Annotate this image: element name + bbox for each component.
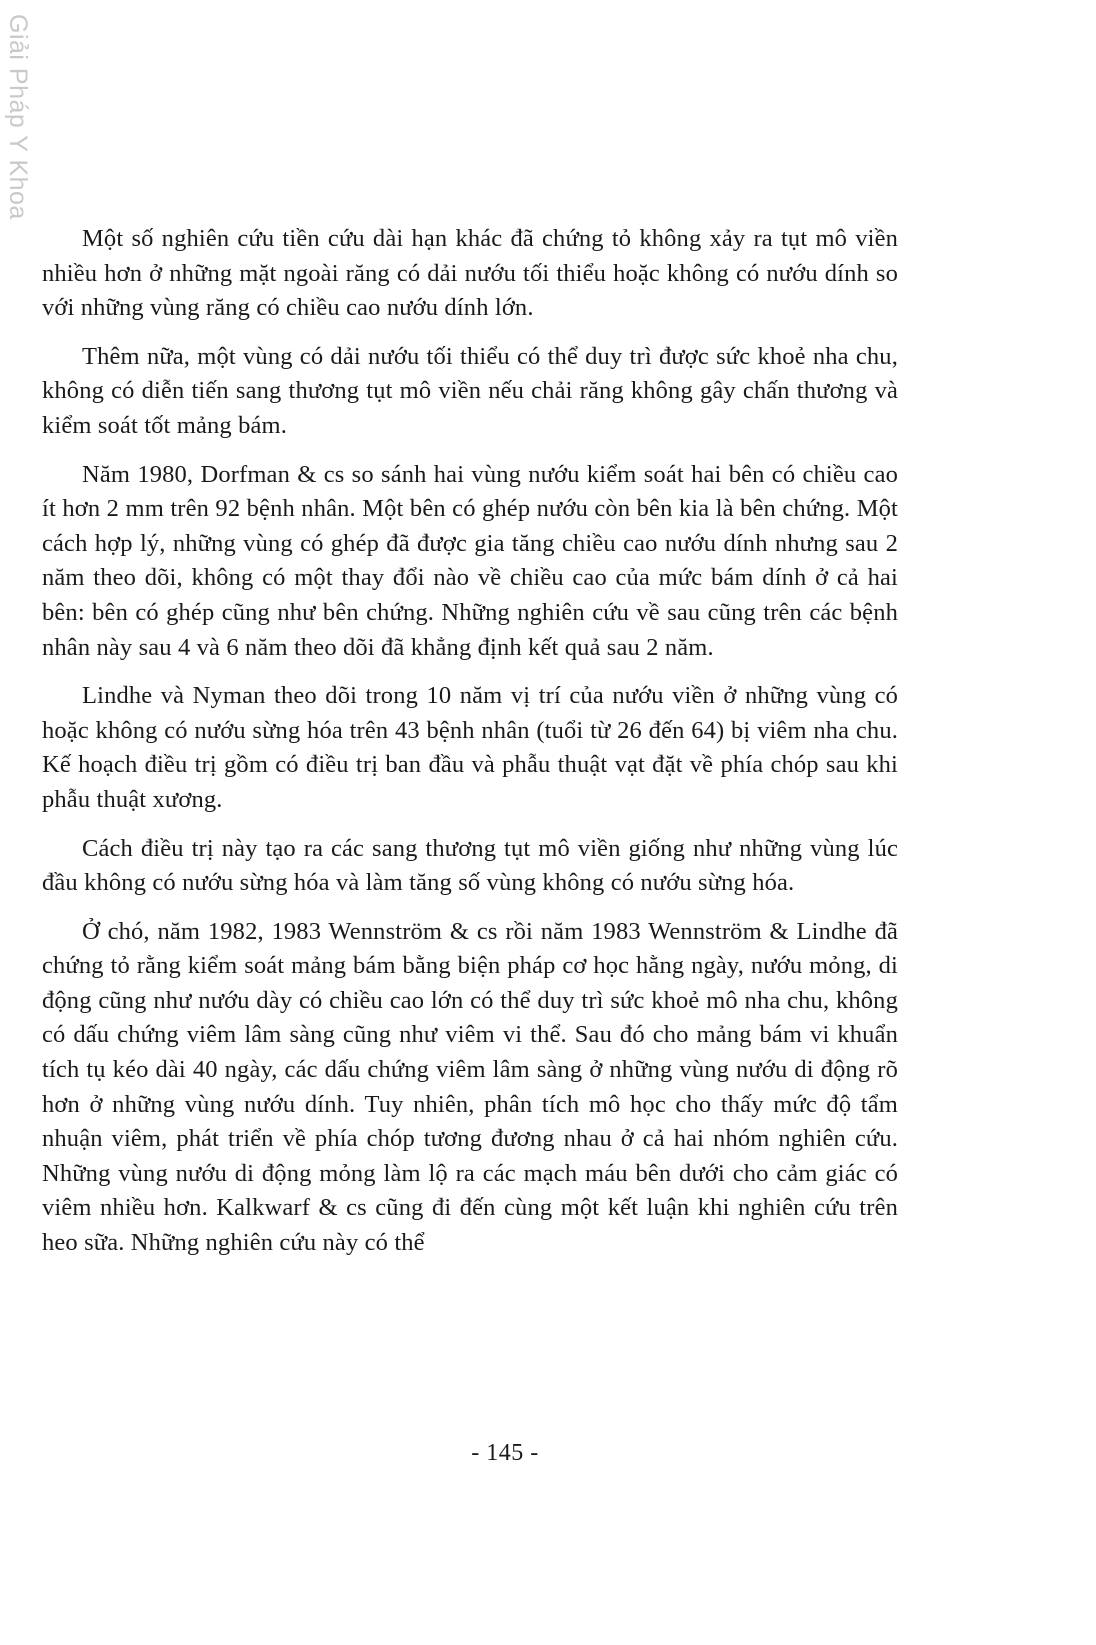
paragraph-6: Ở chó, năm 1982, 1983 Wennström & cs rồi năm 1983 Wennström & Lindhe đã chứng tỏ rằng kiểm soát mảng bám bằng biện pháp cơ học hằng ngày, nướu mỏng, di động cũng như nướu dày có chiều cao lớn có thể duy trì sức khoẻ mô nha chu, không có dấu chứng viêm lâm sàng cũng như viêm vi thể. Sau đó cho mảng bám vi khuẩn tích tụ kéo dài 40 ngày, các dấu chứng viêm lâm sàng ở những vùng nướu di động rõ hơn ở những vùng nướu dính. Tuy nhiên, phân tích mô học cho thấy mức độ tẩm nhuận viêm, phát triển về phía chóp tương đương nhau ở cả hai nhóm nghiên cứu. Những vùng nướu di động mỏng làm lộ ra các mạch máu bên dưới cho cảm giác có viêm nhiều hơn. Kalkwarf & cs cũng đi đến cùng một kết luận khi nghiên cứu trên heo sữa. Những nghiên cứu này có thể [42, 917, 898, 1257]
page-number: - 145 - [471, 1440, 539, 1466]
paragraph-4: Lindhe và Nyman theo dõi trong 10 năm vị trí của nướu viền ở những vùng có hoặc không có nướu sừng hóa trên 43 bệnh nhân (tuổi từ 26 đến 64) bị viêm nha chu. Kế hoạch điều trị gồm có điều trị ban đầu và phẫu thuật vạt đặt về phía chóp sau khi phẫu thuật xương. [42, 682, 898, 813]
paragraph-2: Thêm nữa, một vùng có dải nướu tối thiểu có thể duy trì được sức khoẻ nha chu, không có diễn tiến sang thương tụt mô viền nếu chải răng không gây chấn thương và kiểm soát tốt mảng bám. [42, 342, 898, 439]
paragraph-5: Cách điều trị này tạo ra các sang thương tụt mô viền giống như những vùng lúc đầu không có nướu sừng hóa và làm tăng số vùng không có nướu sừng hóa. [42, 834, 898, 897]
watermark-text: Giải Pháp Y Khoa [4, 14, 32, 220]
paragraph-3: Năm 1980, Dorfman & cs so sánh hai vùng nướu kiểm soát hai bên có chiều cao ít hơn 2 mm trên 92 bệnh nhân. Một bên có ghép nướu còn bên kia là bên chứng. Một cách hợp lý, những vùng có ghép đã được gia tăng chiều cao nướu dính nhưng sau 2 năm theo dõi, không có một thay đổi nào về chiều cao của mức bám dính ở cả hai bên: bên có ghép cũng như bên chứng. Những nghiên cứu về sau cũng trên các bệnh nhân này sau 4 và 6 năm theo dõi đã khẳng định kết quả sau 2 năm. [42, 460, 898, 661]
page-body [42, 222, 898, 1275]
watermark [0, 0, 36, 230]
paragraph-1: Một số nghiên cứu tiền cứu dài hạn khác đã chứng tỏ không xảy ra tụt mô viền nhiều hơn ở những mặt ngoài răng có dải nướu tối thiểu hoặc không có nướu dính so với những vùng răng có chiều cao nướu dính lớn. [42, 225, 898, 322]
